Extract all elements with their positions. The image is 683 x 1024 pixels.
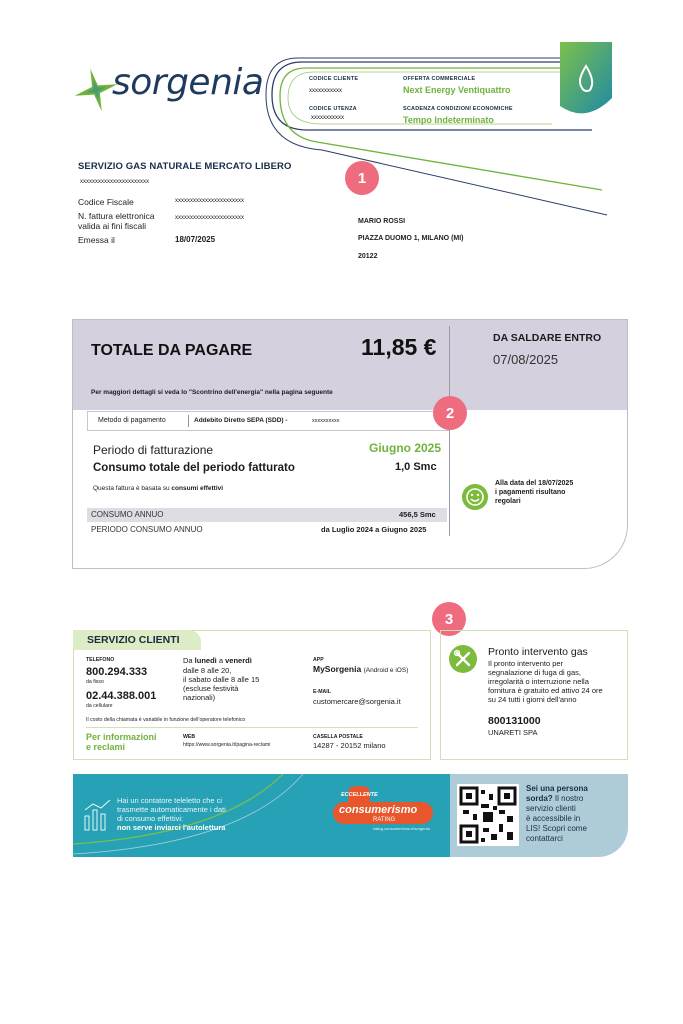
orari-line-5: nazionali)	[183, 693, 216, 702]
info-line-1: Per informazioni	[86, 732, 157, 742]
orari-line-2: dalle 8 alle 20,	[183, 666, 232, 675]
metodo-value: Addebito Diretto SEPA (SDD) -	[194, 417, 288, 424]
teleletto-line-4: non serve inviarci l'autolettura	[117, 823, 226, 832]
orari-lunedi: lunedì	[194, 656, 217, 665]
metodo-separator	[188, 415, 189, 427]
emessa-value: 18/07/2025	[175, 235, 216, 244]
basata-prefix: Questa fattura è basata su	[93, 485, 170, 492]
invoice-code: xxxxxxxxxxxxxxxxxxxxxxx	[80, 179, 149, 185]
basata-bold: consumi effettivi	[171, 485, 224, 492]
pronto-desc-5: su 24 tutti i giorni dell'anno	[488, 695, 577, 704]
costo-note: Il costo della chiamata è variabile in funzione dell'operatore telefonico	[86, 717, 246, 723]
telefono-label: TELEFONO	[86, 657, 115, 663]
consumo-label: Consumo totale del periodo fatturato	[93, 462, 295, 474]
sorda-line-6: contattarci	[526, 834, 563, 843]
fattura-label-1: N. fattura elettronica	[78, 211, 155, 221]
casella-value: 14287 - 20152 milano	[313, 741, 386, 750]
periodo-value: Giugno 2025	[369, 441, 442, 455]
orari-venerdi: venerdì	[225, 656, 252, 665]
teleletto-line-2: trasmette automaticamente i dati	[117, 805, 226, 814]
cell-label: da cellulare	[86, 703, 113, 709]
pronto-company: UNARETI SPA	[488, 728, 538, 737]
saldare-label: DA SALDARE ENTRO	[493, 332, 602, 344]
offerta-value: Next Energy Ventiquattro	[403, 85, 511, 95]
app-label: APP	[313, 657, 324, 663]
pagamenti-line-1: Alla data del 18/07/2025	[495, 480, 574, 487]
periodo-annuo-label: PERIODO CONSUMO ANNUO	[91, 525, 203, 534]
casella-label: CASELLA POSTALE	[313, 734, 363, 740]
scadenza-label: SCADENZA CONDIZIONI ECONOMICHE	[403, 106, 513, 112]
offerta-label: OFFERTA COMMERCIALE	[403, 76, 476, 82]
web-label: WEB	[183, 734, 196, 740]
footer-banner	[73, 774, 628, 857]
app-line	[313, 664, 408, 674]
pronto-desc-4: fornitura è gratuito ed attivo 24 ore	[488, 686, 603, 695]
cell-number: 02.44.388.001	[86, 690, 157, 702]
codice-fiscale-value: xxxxxxxxxxxxxxxxxxxxxxx	[175, 198, 244, 204]
badge-sub-text: rating.consumerismo.it/sorgenia	[373, 826, 430, 831]
wrench-screwdriver-icon	[449, 645, 477, 673]
metodo-code: xxxxxxxxxx	[312, 418, 340, 424]
annuo-value: 456,5 Smc	[399, 510, 436, 519]
pagamenti-line-2: i pagamenti risultano	[495, 489, 566, 496]
codice-fiscale-label: Codice Fiscale	[78, 197, 134, 207]
pronto-number: 800131000	[488, 715, 541, 727]
badge-main-text: consumerismo	[339, 804, 418, 816]
metodo-pagamento-row	[87, 411, 449, 431]
codice-utenza-value: xxxxxxxxxxx	[311, 115, 344, 121]
codice-utenza-label: CODICE UTENZA	[309, 106, 357, 112]
section-badge-3: 3	[432, 602, 466, 636]
orari-line-1	[183, 656, 252, 665]
annuo-label: CONSUMO ANNUO	[91, 510, 164, 519]
pronto-title: Pronto intervento gas	[488, 646, 588, 658]
sorda-rest: Il nostro	[552, 794, 584, 803]
section-badge-2: 2	[433, 396, 467, 430]
saldare-date: 07/08/2025	[493, 352, 559, 367]
pagamenti-line-3: regolari	[495, 498, 521, 505]
badge-top-text: ECCELLENTE	[341, 792, 378, 798]
basata-note	[93, 485, 223, 492]
sorda-line-4: è accessibile in	[526, 814, 581, 823]
orari-line-4: (escluse festività	[183, 684, 239, 693]
orari-da: Da	[183, 656, 195, 665]
fisso-label: da fisso	[86, 679, 104, 685]
consumo-value: 1,0 Smc	[395, 461, 437, 473]
emessa-label: Emessa il	[78, 235, 115, 245]
section-badge-1: 1	[345, 161, 379, 195]
meter-chart-icon	[83, 798, 113, 832]
orari-line-3: il sabato dalle 8 alle 15	[183, 675, 260, 684]
badge-rating-text: RATING	[373, 817, 396, 823]
recipient-name: MARIO ROSSI	[358, 218, 406, 225]
email-value[interactable]: customercare@sorgenia.it	[313, 697, 401, 706]
pronto-desc-1: Il pronto intervento per	[488, 659, 564, 668]
servizio-clienti-title: SERVIZIO CLIENTI	[73, 630, 201, 650]
totale-label: TOTALE DA PAGARE	[91, 342, 253, 359]
scadenza-value: Tempo Indeterminato	[403, 115, 494, 125]
sorda-line-3: servizio clienti	[526, 804, 576, 813]
costo-divider	[86, 727, 418, 728]
qr-code-icon[interactable]	[457, 784, 519, 846]
gas-flame-corner-icon	[560, 42, 612, 120]
app-name: MySorgenia	[313, 664, 362, 674]
email-label: E-MAIL	[313, 689, 331, 695]
app-platforms: (Android e iOS)	[363, 667, 409, 674]
dettagli-note: Per maggiori dettagli si veda lo "Scontrino dell'energia" nella pagina seguente	[91, 389, 333, 396]
metodo-label: Metodo di pagamento	[98, 417, 166, 424]
brand-logo: sorgenia	[112, 62, 264, 103]
orari-a: a	[216, 656, 226, 665]
teleletto-line-1: Hai un contatore teleletto che ci	[117, 796, 223, 805]
recipient-cap: 20122	[358, 253, 378, 260]
totale-panel	[72, 319, 628, 569]
fisso-number: 800.294.333	[86, 666, 148, 678]
smile-icon	[462, 484, 488, 510]
totale-amount: 11,85 €	[361, 334, 437, 360]
periodo-label: Periodo di fatturazione	[93, 443, 214, 457]
periodo-annuo-value: da Luglio 2024 a Giugno 2025	[321, 525, 427, 534]
panel-divider	[449, 326, 450, 536]
recipient-address: PIAZZA DUOMO 1, MILANO (MI)	[358, 235, 464, 242]
invoice-title: SERVIZIO GAS NATURALE MERCATO LIBERO	[78, 161, 292, 172]
fattura-value: xxxxxxxxxxxxxxxxxxxxxxx	[175, 215, 244, 221]
sorda-line-1: Sei una persona	[526, 784, 588, 793]
fattura-label-2: valida ai fini fiscali	[78, 221, 147, 231]
web-value[interactable]: https://www.sorgenia.it/pagina-reclami	[183, 742, 271, 748]
codice-cliente-value: xxxxxxxxxxx	[309, 88, 342, 94]
pronto-desc-2: segnalazione di fuga di gas,	[488, 668, 581, 677]
teleletto-line-3: di consumo effettivi:	[117, 814, 184, 823]
sorda-line-5: LIS! Scopri come	[526, 824, 587, 833]
codice-cliente-label: CODICE CLIENTE	[309, 76, 359, 82]
sorda-line-2	[526, 794, 583, 803]
pronto-desc-3: irregolarità o interruzione nella	[488, 677, 589, 686]
info-line-2: e reclami	[86, 742, 126, 752]
sorda-bold: sorda?	[526, 794, 553, 803]
